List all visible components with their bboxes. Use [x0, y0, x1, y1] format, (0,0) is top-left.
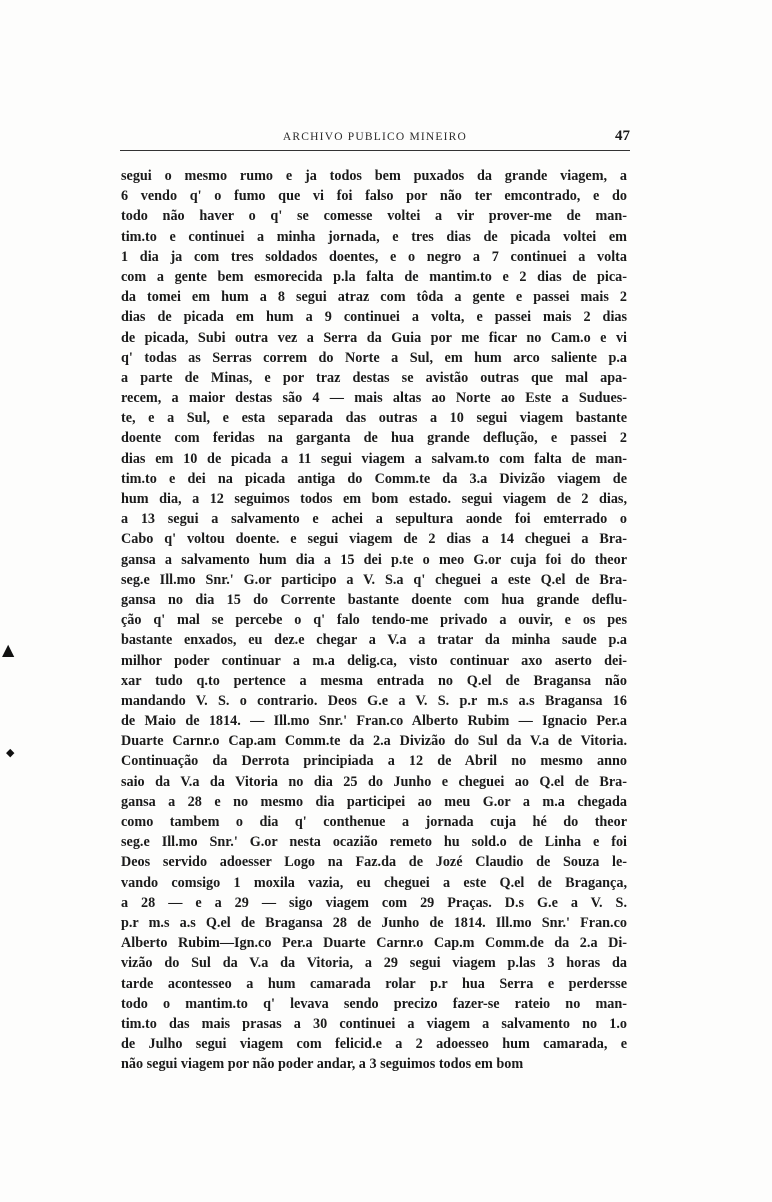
text-line: de picada, Subi outra vez a Serra da Guia por me ficar no Cam.o e vi: [121, 329, 627, 346]
text-line: tim.to das mais prasas a 30 continuei a viagem a salvamento no 1.o: [121, 1015, 627, 1032]
text-line: todo o mantim.to q' levava sendo precizo fazer-se rateio no man-: [121, 995, 627, 1012]
text-line: recem, a maior destas são 4 — mais altas ao Norte ao Este a Sudues-: [121, 390, 627, 407]
text-line: dias em 10 de picada a 11 segui viagem a salvam.to com falta de man-: [121, 450, 627, 467]
margin-mark-diamond: ◆: [6, 746, 15, 759]
text-line: de Julho segui viagem com felicid.e a 2 adoesseo hum camarada, e: [121, 1036, 627, 1053]
text-line: segui o mesmo rumo e ja todos bem puxados da grande viagem, a: [121, 168, 627, 184]
text-line: q' todas as Serras correm do Norte a Sul, em hum arco saliente p.a: [121, 349, 627, 366]
text-line: Alberto Rubim—Ign.co Per.a Duarte Carnr.o Cap.m Comm.de da 2.a Di-: [121, 935, 627, 952]
text-line: vizão do Sul da V.a da Vitoria, a 29 segui viagem p.las 3 horas da: [121, 955, 627, 972]
text-line: gansa no dia 15 do Corrente bastante doente com hua grande deflu-: [121, 591, 627, 608]
body-text: [121, 166, 627, 1074]
text-line: da tomei em hum a 8 segui atraz com tôda a gente e passei mais 2: [121, 289, 627, 306]
text-line: a 28 — e a 29 — sigo viagem com 29 Praças. D.s G.e a V. S.: [121, 894, 627, 911]
text-line: Cabo q' voltou doente. e segui viagem de 2 dias a 14 cheguei a Bra-: [121, 531, 627, 548]
text-line: vando comsigo 1 moxila vazia, eu cheguei a este Q.el de Bragança,: [121, 874, 627, 891]
text-line: Continuação da Derrota principiada a 12 de Abril no mesmo anno: [121, 753, 627, 770]
text-line: xar tudo q.to pertence a mesma entrada no Q.el de Bragansa não: [121, 672, 627, 689]
text-line: dias de picada em hum a 9 continuei a volta, e passei mais 2 dias: [121, 309, 627, 326]
text-line: a parte de Minas, e por traz destas se avistão outras que mal apa-: [121, 369, 627, 386]
text-line: gansa a salvamento hum dia a 15 dei p.te o meo G.or cuja foi do theor: [121, 551, 627, 568]
text-line: seg.e Ill.mo Snr.' G.or participo a V. S.a q' cheguei a este Q.el de Bra-: [121, 571, 627, 588]
page-number: 47: [615, 128, 630, 144]
running-head-title: ARCHIVO PUBLICO MINEIRO: [282, 131, 468, 143]
text-line: p.r m.s a.s Q.el de Bragansa 28 de Junho de 1814. Ill.mo Snr.' Fran.co: [121, 914, 627, 931]
text-line: tim.to e dei na picada antiga do Comm.te da 3.a Divizão viagem de: [121, 470, 627, 487]
text-line: milhor poder continuar a m.a delig.ca, visto continuar axo aserto dei-: [121, 652, 627, 669]
text-line: 6 vendo q' o fumo que vi foi falso por não ter emcontrado, e do: [121, 188, 627, 205]
text-line: a 13 segui a salvamento e achei a sepultura aonde foi emterrado o: [121, 511, 627, 528]
header-rule: [120, 150, 630, 151]
text-line: não segui viagem por não poder andar, a 3 seguimos todos em bom: [121, 1056, 524, 1073]
text-line: te, e a Sul, e esta separada das outras a 10 segui viagem bastante: [121, 410, 627, 427]
running-head: [120, 128, 630, 148]
text-line: como tambem o dia q' conthenue a jornada cuja hé do theor: [121, 814, 627, 830]
text-line: mandando V. S. o contrario. Deos G.e a V. S. p.r m.s a.s Bragansa 16: [121, 692, 627, 709]
text-line: tarde acontesseo a hum camarada rolar p.r hua Serra e perdersse: [121, 975, 627, 992]
text-line: gansa a 28 e no mesmo dia participei ao meu G.or a m.a chegada: [121, 793, 627, 810]
text-line: todo não haver o q' se comesse voltei a vir prover-me de man-: [121, 208, 627, 225]
margin-mark-triangle: ▲: [2, 640, 15, 659]
text-line: saio da V.a da Vitoria no dia 25 do Junho e cheguei ao Q.el de Bra-: [121, 773, 627, 790]
text-line: doente com feridas na garganta de hua grande deflução, e passei 2: [121, 430, 627, 447]
text-line: Deos servido adoesser Logo na Faz.da de Jozé Claudio de Souza le-: [121, 854, 627, 871]
text-line: 1 dia ja com tres soldados doentes, e o negro a 7 continuei a volta: [121, 248, 627, 265]
text-line: seg.e Ill.mo Snr.' G.or nesta ocazião remeto hu sold.o de Linha e foi: [121, 834, 627, 851]
text-line: bastante enxados, eu dez.e chegar a V.a a tratar da minha saude p.a: [121, 632, 627, 649]
text-line: ção q' mal se percebe o q' falo tendo-me privado a ouvir, e os pes: [121, 612, 627, 629]
text-line: de Maio de 1814. — Ill.mo Snr.' Fran.co Alberto Rubim — Ignacio Per.a: [121, 713, 627, 730]
text-line: Duarte Carnr.o Cap.am Comm.te da 2.a Divizão do Sul da V.a de Vitoria.: [121, 733, 627, 750]
text-line: tim.to e continuei a minha jornada, e tres dias de picada voltei em: [121, 228, 627, 245]
text-line: hum dia, a 12 seguimos todos em bom estado. segui viagem de 2 dias,: [121, 491, 627, 507]
text-line: com a gente bem esmorecida p.la falta de mantim.to e 2 dias de pica-: [121, 268, 627, 285]
